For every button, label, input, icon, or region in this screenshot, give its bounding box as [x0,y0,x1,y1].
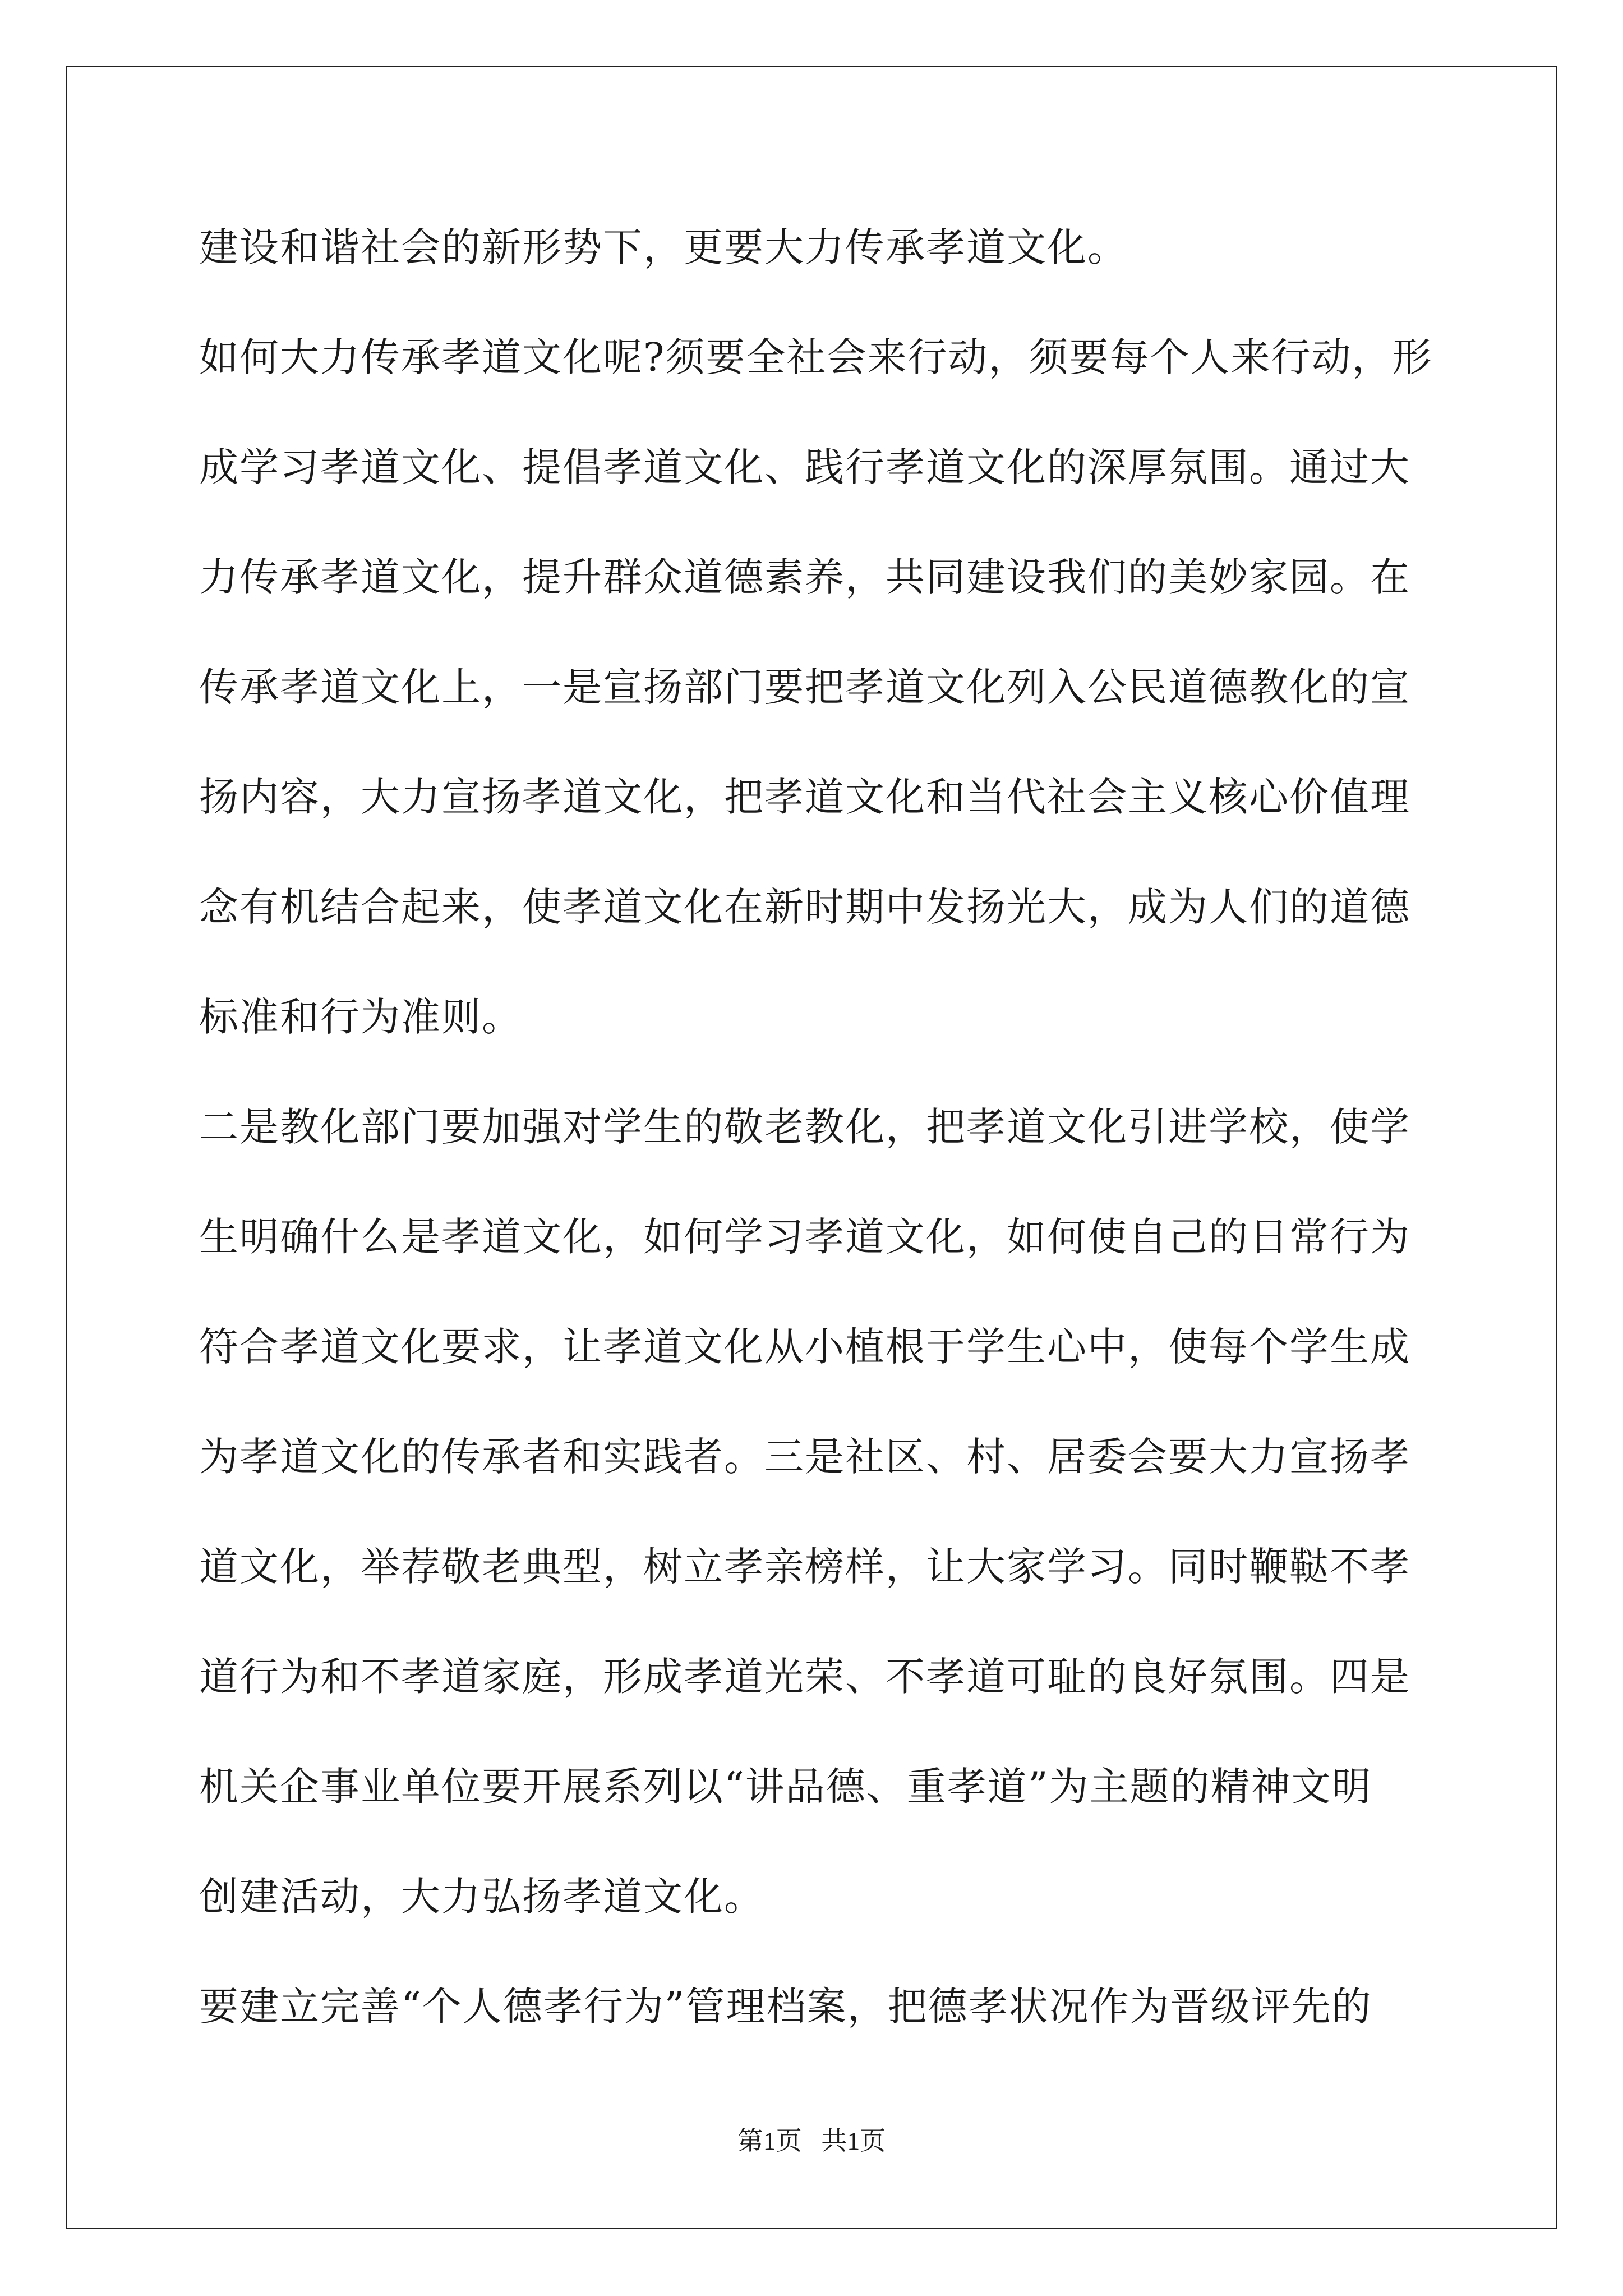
text-line: 符合孝道文化要求，让孝道文化从小植根于学生心中，使每个学生成 [199,1324,1410,1370]
text-line: 创建活动，大力弘扬孝道文化。 [199,1874,764,1920]
text-line: 生明确什么是孝道文化，如何学习孝道文化，如何使自己的日常行为 [199,1214,1410,1260]
text-line: 念有机结合起来，使孝道文化在新时期中发扬光大，成为人们的道德 [199,884,1410,930]
text-line: 机关企事业单位要开展系列以“讲品德、重孝道”为主题的精神文明 [199,1764,1372,1810]
text-line: 道行为和不孝道家庭，形成孝道光荣、不孝道可耻的良好氛围。四是 [199,1654,1410,1700]
text-line: 标准和行为准则。 [199,994,522,1040]
text-line: 要建立完善“个人德孝行为”管理档案，把德孝状况作为晋级评先的 [199,1984,1372,2030]
text-line: 为孝道文化的传承者和实践者。三是社区、村、居委会要大力宣扬孝 [199,1434,1410,1480]
page-number-footer: 第1页 共1页 [737,2127,886,2155]
text-line: 力传承孝道文化，提升群众道德素养，共同建设我们的美妙家园。在 [199,554,1410,600]
text-line: 二是教化部门要加强对学生的敬老教化，把孝道文化引进学校，使学 [199,1104,1410,1150]
text-line: 如何大力传承孝道文化呢?须要全社会来行动，须要每个人来行动，形 [199,334,1433,380]
text-line: 成学习孝道文化、提倡孝道文化、践行孝道文化的深厚氛围。通过大 [199,444,1410,490]
text-line: 传承孝道文化上，一是宣扬部门要把孝道文化列入公民道德教化的宣 [199,664,1410,710]
document-body [199,192,1433,2062]
text-line: 建设和谐社会的新形势下，更要大力传承孝道文化。 [199,224,1128,270]
text-line: 道文化，举荐敬老典型，树立孝亲榜样，让大家学习。同时鞭鞑不孝 [199,1544,1410,1590]
text-line: 扬内容，大力宣扬孝道文化，把孝道文化和当代社会主义核心价值理 [199,774,1410,820]
